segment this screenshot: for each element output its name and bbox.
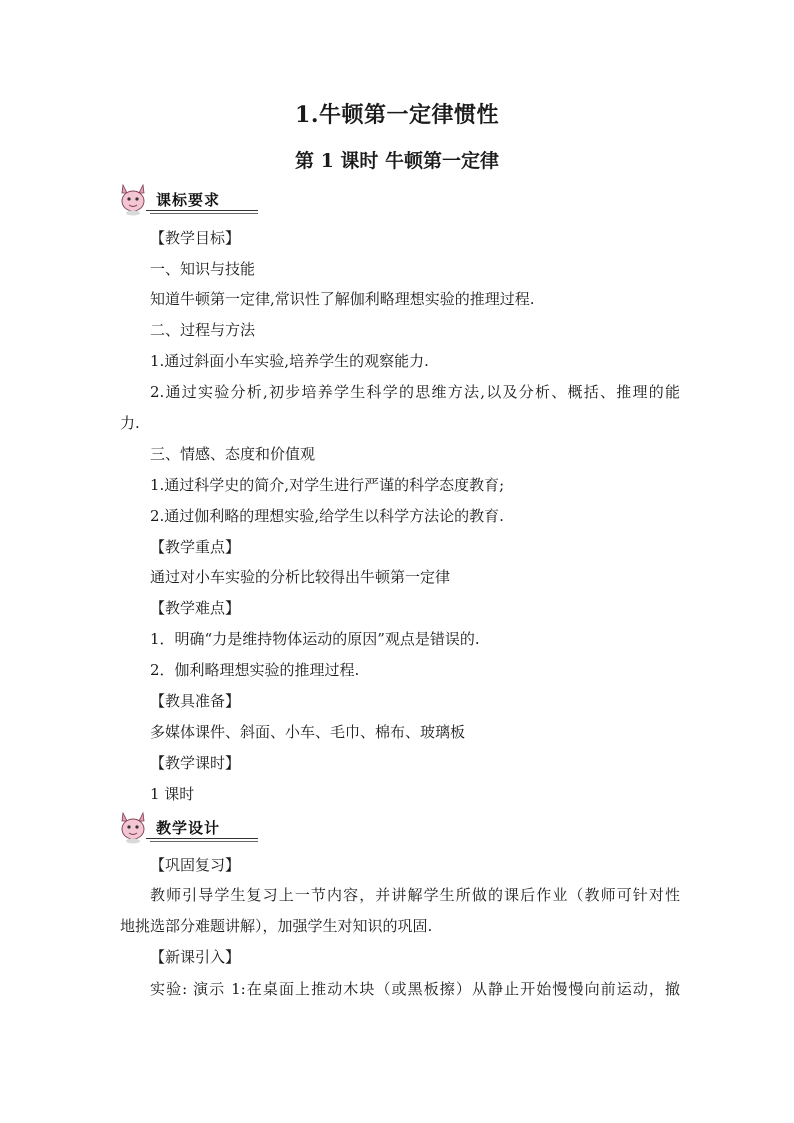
heading-review: 【巩固复习】 — [150, 856, 241, 874]
page-title: 1.牛顿第一定律惯性 — [295, 102, 499, 128]
text-line: 2．伽利略理想实验的推理过程. — [150, 661, 360, 679]
heading-difficulties: 【教学难点】 — [150, 599, 241, 617]
heading-class-hours: 【教学课时】 — [150, 754, 241, 772]
mascot-icon — [118, 810, 148, 844]
heading-teaching-goals: 【教学目标】 — [150, 229, 241, 247]
heading-teaching-aids: 【教具准备】 — [150, 692, 241, 710]
section-underline — [146, 838, 258, 839]
text-line: 通过对小车实验的分析比较得出牛顿第一定律 — [150, 568, 451, 586]
section-underline-secondary — [150, 841, 258, 842]
text-line: 实验: 演示 1:在桌面上推动木块（或黑板擦）从静止开始慢慢向前运动，撤 — [150, 980, 680, 998]
mascot-icon — [118, 182, 148, 216]
section-header-design — [118, 814, 248, 846]
text-line: 1.通过科学史的简介,对学生进行严谨的科学态度教育; — [150, 476, 505, 494]
text-line-continued: 力. — [120, 414, 140, 432]
text-line: 一、知识与技能 — [150, 260, 256, 278]
text-line-continued: 地挑选部分难题讲解），加强学生对知识的巩固. — [120, 917, 433, 935]
section-label: 教学设计 — [156, 819, 221, 837]
page-subtitle: 第 1 课时 牛顿第一定律 — [294, 150, 500, 172]
text-line: 2.通过伽利略的理想实验,给学生以科学方法论的教育. — [150, 507, 504, 525]
section-label: 课标要求 — [156, 191, 221, 209]
text-line: 三、情感、态度和价值观 — [150, 445, 316, 463]
text-line: 1．明确“力是维持物体运动的原因”观点是错误的. — [150, 630, 480, 648]
text-line: 多媒体课件、斜面、小车、毛巾、棉布、玻璃板 — [150, 723, 466, 741]
text-line: 2.通过实验分析,初步培养学生科学的思维方法,以及分析、概括、推理的能 — [150, 383, 680, 401]
section-underline — [146, 210, 258, 211]
heading-key-points: 【教学重点】 — [150, 538, 241, 556]
text-line: 教师引导学生复习上一节内容，并讲解学生所做的课后作业（教师可针对性 — [150, 886, 680, 904]
heading-new-lesson: 【新课引入】 — [150, 948, 241, 966]
section-underline-secondary — [150, 213, 258, 214]
text-line: 知道牛顿第一定律,常识性了解伽利略理想实验的推理过程. — [150, 290, 535, 308]
text-line: 1.通过斜面小车实验,培养学生的观察能力. — [150, 352, 429, 370]
section-header-requirements — [118, 186, 248, 218]
text-line: 二、过程与方法 — [150, 321, 256, 339]
text-line: 1 课时 — [150, 785, 195, 803]
